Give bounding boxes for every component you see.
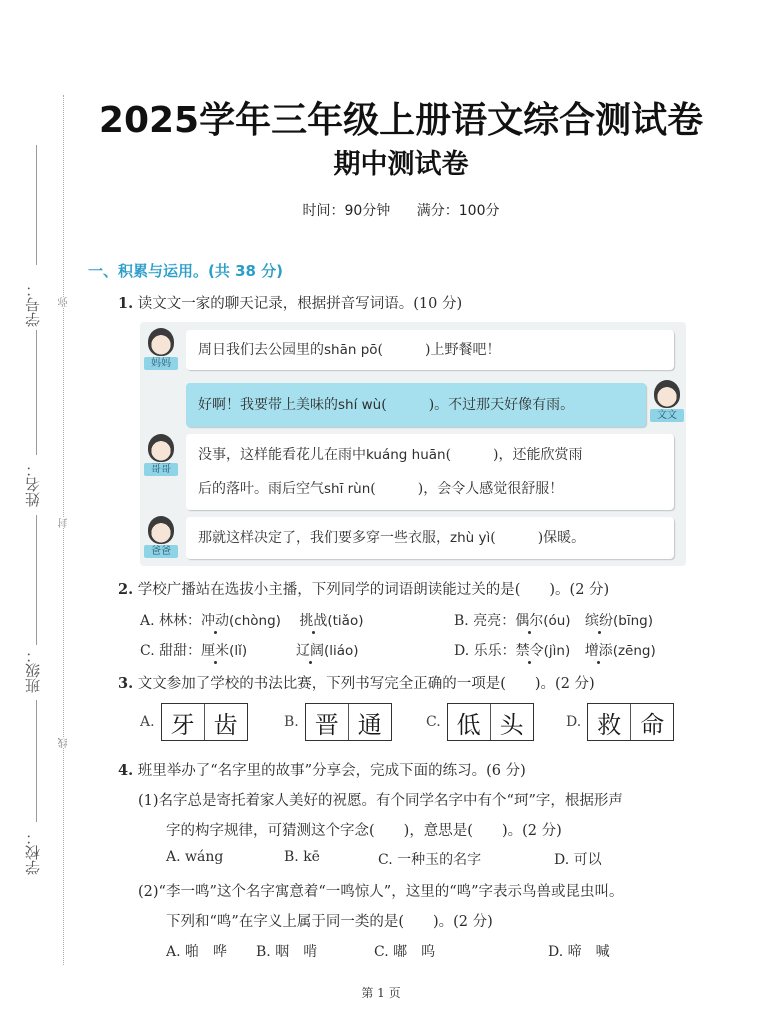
option-label: A. (140, 613, 155, 629)
exam-title: 2025学年三年级上册语文综合测试卷 (98, 100, 704, 141)
q4-sub2-line2: 下列和“鸣”在字义上属于同一类的是( )。(2 分) (166, 914, 493, 930)
chat-bubble-wenwen (186, 383, 646, 427)
pinyin: shí wù (338, 397, 382, 413)
option-word: 偶尔 (515, 613, 544, 629)
text: ( )，会令人感觉很舒服！ (370, 481, 564, 497)
q4-sub2-option-b[interactable]: B. 咽 啃 (256, 944, 318, 960)
q4-sub1-line1: (1)名字总是寄托着家人美好的祝愿。有个同学名字中有个“珂”字，根据形声 (138, 793, 623, 809)
char: 命 (630, 704, 673, 740)
exam-subtitle: 期中测试卷 (333, 149, 469, 180)
q4-sub2-option-a[interactable]: A. 啪 哗 (166, 944, 228, 960)
option-pinyin: (tiǎo) (327, 613, 364, 629)
class-line (36, 700, 37, 822)
name-line (36, 515, 37, 645)
exam-meta (0, 200, 762, 220)
text: ( )保暖。 (490, 530, 586, 546)
calligraphy-box (587, 703, 674, 741)
char: 低 (456, 710, 481, 739)
q4-sub1-option-a[interactable]: A. wáng (166, 849, 224, 865)
option-name: 乐乐： (473, 643, 516, 659)
question-2 (118, 578, 609, 599)
seal-mark-xian: 线 (59, 738, 70, 748)
question-text: 文文参加了学校的书法比赛，下列书写完全正确的一项是( )。(2 分) (137, 676, 595, 692)
option-label: D. (454, 643, 470, 659)
avatar-gege (144, 434, 178, 476)
text: ( )，还能欣赏雨 (445, 447, 583, 463)
school-label: 学校： (24, 830, 42, 875)
q2-option-b[interactable] (454, 610, 653, 630)
seal-mark-mi: 弥 (59, 297, 70, 307)
chat-bubble-baba (186, 517, 674, 559)
q3-option-b[interactable] (284, 703, 392, 741)
text: 周日我们去公园里的 (198, 342, 324, 358)
question-text: 班里举办了“名字里的故事”分享会，完成下面的练习。(6 分) (137, 763, 526, 779)
char: 牙 (170, 710, 195, 739)
question-number: 2. (118, 581, 134, 598)
mama-face-icon (148, 328, 174, 356)
q3-option-c[interactable] (426, 703, 534, 741)
text: 那就这样决定了，我们要多穿一些衣服， (198, 530, 450, 546)
q4-sub1-option-b[interactable]: B. kē (284, 849, 320, 865)
q4-sub2-option-c[interactable]: C. 嘟 呜 (374, 944, 436, 960)
chat-record (140, 322, 686, 566)
q4-sub2-line1: (2)“李一鸣”这个名字寓意着“一鸣惊人”，这里的“鸣”字表示鸟兽或昆虫叫。 (138, 884, 624, 900)
option-word: 缤纷 (585, 613, 614, 629)
q4-sub1-option-c[interactable]: C. 一种玉的名字 (378, 852, 482, 868)
pinyin: kuáng huān (366, 447, 446, 463)
page-number: 第 1 页 (361, 986, 401, 1000)
option-word: 挑战 (299, 613, 328, 629)
class-label: 班级： (24, 648, 42, 693)
student-id-label: 学号： (24, 282, 42, 327)
option-word: 冲动 (201, 613, 230, 629)
speaker-name: 文文 (650, 409, 684, 422)
option-pinyin: (lǐ) (229, 643, 248, 659)
student-id-line (36, 330, 37, 455)
option-name: 林林： (159, 613, 202, 629)
q4-sub2-option-d[interactable]: D. 啼 喊 (548, 944, 610, 960)
avatar-wenwen (650, 380, 684, 422)
q4-sub1-option-d[interactable]: D. 可以 (554, 852, 602, 868)
exam-score: 满分：100分 (416, 203, 500, 219)
gege-face-icon (148, 434, 174, 462)
text: 好啊！我要带上美味的 (198, 397, 338, 413)
q4-sub1-line2: 字的构字规律，可猜测这个字念( )，意思是( )。(2 分) (166, 823, 562, 839)
q2-option-d[interactable] (454, 640, 656, 660)
section-title: 一、积累与运用。(共 38 分) (88, 262, 284, 280)
char: 齿 (204, 704, 247, 740)
pinyin: zhù yì (450, 530, 491, 546)
option-label: B. (454, 613, 469, 629)
text: ( )上野餐吧！ (377, 342, 501, 358)
question-3 (118, 672, 595, 693)
question-text: 学校广播站在选拔小主播，下列同学的词语朗读能过关的是( )。(2 分) (137, 582, 610, 598)
option-label: A. (140, 714, 155, 730)
q2-option-c-word2 (296, 640, 359, 660)
option-pinyin: (liáo) (324, 643, 359, 659)
speaker-name: 哥哥 (144, 463, 178, 476)
seal-dotted-line (63, 95, 64, 965)
char: 救 (597, 710, 622, 739)
name-label: 姓名： (24, 462, 42, 507)
text: 后的落叶。雨后空气 (198, 481, 324, 497)
option-label: B. (284, 714, 299, 730)
exam-time: 时间：90分钟 (302, 203, 391, 219)
option-name: 亮亮： (473, 613, 516, 629)
calligraphy-box (161, 703, 248, 741)
question-number: 3. (118, 675, 134, 692)
question-number: 4. (118, 762, 134, 779)
option-name: 甜甜： (159, 643, 202, 659)
option-pinyin: (bīng) (613, 613, 653, 629)
option-label: D. (566, 714, 582, 730)
speaker-name: 妈妈 (144, 357, 178, 370)
q2-option-c[interactable] (140, 640, 247, 660)
option-word: 增添 (584, 643, 613, 659)
baba-face-icon (148, 516, 174, 544)
char: 头 (490, 704, 533, 740)
q3-option-a[interactable] (140, 703, 248, 741)
question-4 (118, 759, 526, 780)
text: ( )。不过那天好像有雨。 (381, 397, 575, 413)
char: 通 (348, 704, 391, 740)
option-word: 厘米 (201, 643, 230, 659)
option-word: 禁令 (515, 643, 544, 659)
question-1 (118, 292, 462, 313)
chat-bubble-mama (186, 330, 674, 370)
question-text: 读文文一家的聊天记录，根据拼音写词语。(10 分) (137, 296, 463, 312)
chat-bubble-gege (186, 434, 674, 510)
question-number: 1. (118, 295, 134, 312)
q3-option-d[interactable] (566, 703, 674, 741)
pinyin: shān pō (324, 342, 378, 358)
option-word: 辽阔 (296, 643, 324, 659)
wenwen-face-icon (654, 380, 680, 408)
char: 晋 (314, 710, 339, 739)
option-pinyin: (chòng) (229, 613, 281, 629)
option-pinyin: (jìn) (543, 643, 571, 659)
avatar-mama (144, 328, 178, 370)
calligraphy-box (305, 703, 392, 741)
seal-mark-feng: 封 (59, 518, 70, 528)
pinyin: shī rùn (324, 481, 371, 497)
option-label: C. (426, 714, 441, 730)
q2-option-a[interactable] (140, 610, 364, 630)
option-pinyin: (óu) (543, 613, 571, 629)
option-pinyin: (zēng) (612, 643, 656, 659)
text: 没事，这样能看花儿在雨中 (198, 447, 366, 463)
calligraphy-box (447, 703, 534, 741)
speaker-name: 爸爸 (144, 545, 178, 558)
option-label: C. (140, 643, 155, 659)
avatar-baba (144, 516, 178, 558)
